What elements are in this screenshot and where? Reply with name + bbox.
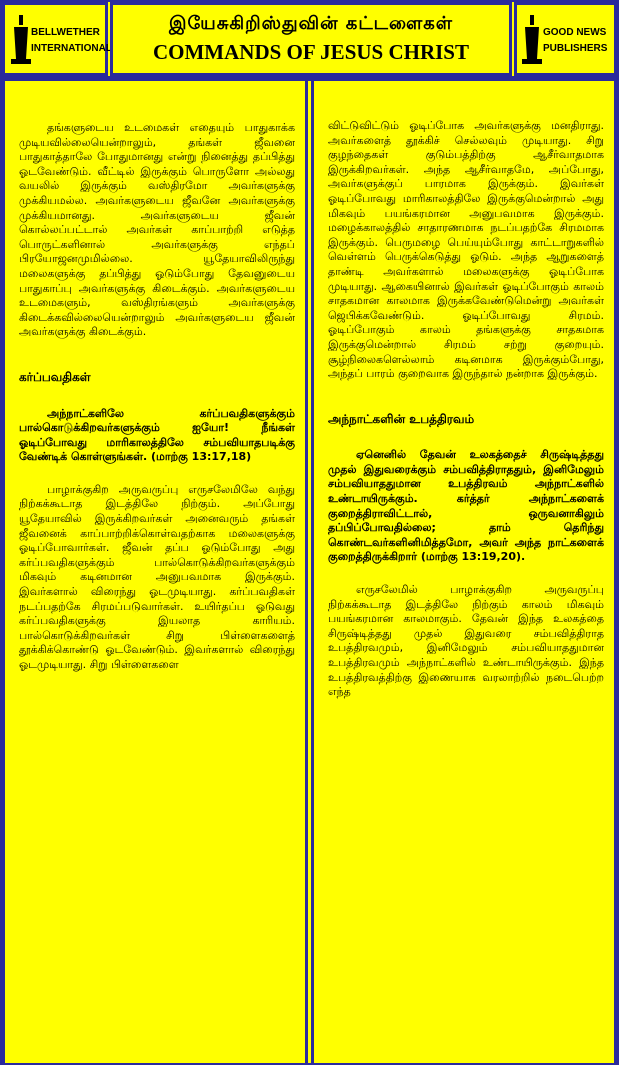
- section-heading-pregnant: கர்ப்பவதிகள்: [19, 369, 91, 384]
- bellwether-logo: [2, 2, 112, 76]
- right-paragraph-2: எருசலேமில் பாழாக்குகிற அருவருப்பு நிற்கக்கூடாத இடத்திலே நிற்கும் காலம் மிகவும் பயங்கரமான காலமாகும். தேவன் இந்த உலகத்தை சிருஷ்டித்தது முதல் இதுவரை சம்பவித்திராத உபத்திரவமும், இனிமேலும் சம்பவியாததுமான உபத்திரவமும் அந்நாட்களில் உண்டாயிருக்கும். இந்த உபத்திரவத்திற்கு இணையாக வரலாற்றில் நடைபெற்ற எந்த: [328, 583, 604, 699]
- good-news-logo: [514, 2, 617, 76]
- logo-right-line1: GOOD NEWS: [543, 27, 607, 38]
- logo-left-line1: BELLWETHER: [31, 27, 100, 38]
- logo-right-line2: PUBLISHERS: [543, 43, 608, 54]
- title-english: COMMANDS OF JESUS CHRIST: [152, 40, 469, 64]
- scripture-quote-1: அந்நாட்களிலே கர்ப்பவதிகளுக்கும் பால்கொடுக்கிறவர்களுக்கும் ஐயோ! நீங்கள் ஓடிப்போவது மாரிகாலத்திலே சம்பவியாதபடிக்கு வேண்டிக் கொள்ளுங்கள். (மாற்கு 13:17,18): [19, 406, 295, 464]
- left-paragraph-2: பாழாக்குகிற அருவருப்பு எருசலேமிலே வந்து நிற்கக்கூடாத இடத்திலே நிற்கும். அப்போது யூதேயாவில் இருக்கிறவர்கள் அனைவரும் தங்கள் ஜீவனைக் காப்பாற்றிக்கொள்வதற்காக மலைகளுக்கு ஓடிப்போவார்கள். ஜீவன் தப்ப ஓடும்போது அது கர்ப்பவதிகளுக்கும் பால்கொடுக்கிறவர்களுக்கும் மிகவும் கடினமான அனுபவமாக இருக்கும். இவர்களால் விரைந்து ஓடமுடியாது. கர்ப்பவதிகள் நடப்பதற்கே சிரமப்படுவார்கள். உயிர்தப்ப ஓடுவது கர்ப்பவதிகளுக்கு இயலாத காரியம். பால்கொடுக்கிறவர்கள் சிறு பிள்ளைகளைத் தூக்கிக்கொண்டு ஓடவேண்டும். இவர்களால் விரைந்து ஓடமுடியாது. சிறு பிள்ளைகளை: [19, 482, 295, 671]
- logo-left-line2: INTERNATIONAL: [31, 43, 112, 54]
- header: [2, 2, 617, 76]
- title-tamil: இயேசுகிறிஸ்துவின் கட்டளைகள்: [168, 13, 454, 34]
- right-paragraph-1: விட்டுவிட்டும் ஓடிப்போக அவர்களுக்கு மனதிராது. அவர்களைத் தூக்கிச் செல்லவும் முடியாது. சிறு குழந்தைகள் குடும்பத்திற்கு ஆசீர்வாதமாக இருக்கிறவர்கள். அந்த ஆசீர்வாதமே, அப்போது, அவர்களுக்குப் பாரமாக இருக்கும். இவர்கள் ஓடிப்போவது மாரிகாலத்திலே இருக்குமென்றால் அது மிகவும் பயங்கரமான அனுபவமாக இருக்கும். மழைக்காலத்தில் சாதாரணமாக நடப்பதற்கே சிரமமாக இருக்கும். பெருமழை பெய்யும்போது காட்டாறுகளில் வெள்ளம் பெருக்கெடுத்து ஓடும். அந்த ஆறுகளைத் தாண்டி அவர்களால் மலைகளுக்கு ஓடிப்போக முடியாது. ஆகையினால் இவர்கள் ஓடிப்போகும் காலம் சாதகமான காலமாக இருக்கவேண்டுமென்று அவர்கள் ஜெபிக்கவேண்டும். ஓடிப்போவது சிரமம். ஓடிப்போகும் காலம் தங்களுக்கு சாதகமாக இருக்குமென்றால் சிரமம் சற்று குறையும். சூழ்நிலைகளெல்லாம் கடினமாக இருக்கும்போது, அந்தப் பாரம் குறைவாக இருந்தால் நன்றாக இருக்கும்.: [328, 119, 604, 381]
- title-box: [110, 2, 512, 76]
- bellwether-icon: [11, 15, 31, 65]
- right-column: [311, 81, 617, 1063]
- scripture-quote-2: ஏனெனில் தேவன் உலகத்தைச் சிருஷ்டித்தது முதல் இதுவரைக்கும் சம்பவித்திராததும், இனிமேலும் சம்பவியாததுமான உபத்திரவம் அந்நாட்களில் உண்டாயிருக்கும். கர்த்தர் அந்நாட்களைக் குறைத்திராவிட்டால், ஒருவனாகிலும் தப்பிப்போவதில்லை; தாம் தெரிந்து கொண்டவர்களினிமித்தமோ, அவர் அந்த நாட்களைக் குறைத்திருக்கிறார் (மாற்கு 13:19,20).: [328, 448, 604, 564]
- left-paragraph-1: தங்களுடைய உடமைகள் எதையும் பாதுகாக்க முடியவில்லையென்றாலும், தங்கள் ஜீவனை பாதுகாத்தாலே போதுமானது என்று நினைத்து தப்பித்து ஓடவேண்டும். வீட்டில் இருக்கும் பொருளோ அல்லது வயலில் இருக்கும் வஸ்திரமோ அவர்களுக்கு முக்கியமல்ல. அவர்களுடைய ஜீவனே அவர்களுக்கு முக்கியமானது. அவர்களுடைய ஜீவன் கொல்லப்பட்டால் அவர்கள் காப்பாற்றி எடுத்த பொருட்களினால் அவர்களுக்கு எந்தப் பிரயோஜனமுமில்லை. யூதேயாவிலிருந்து மலைகளுக்கு தப்பித்து ஓடும்போது தேவனுடைய பாதுகாப்பு அவர்களுக்கு கிடைக்கும். அவர்களுடைய உடமைகளும், வஸ்திரங்களும் அவர்களுக்கு கிடைக்கவில்லையென்றாலும் அவர்களுடைய ஜீவன் அவர்களுக்கு கிடைக்கும்.: [19, 121, 295, 339]
- left-column: [2, 81, 308, 1063]
- section-heading-tribulation: அந்நாட்களின் உபத்திரவம்: [328, 411, 475, 426]
- good-news-icon: [522, 15, 542, 65]
